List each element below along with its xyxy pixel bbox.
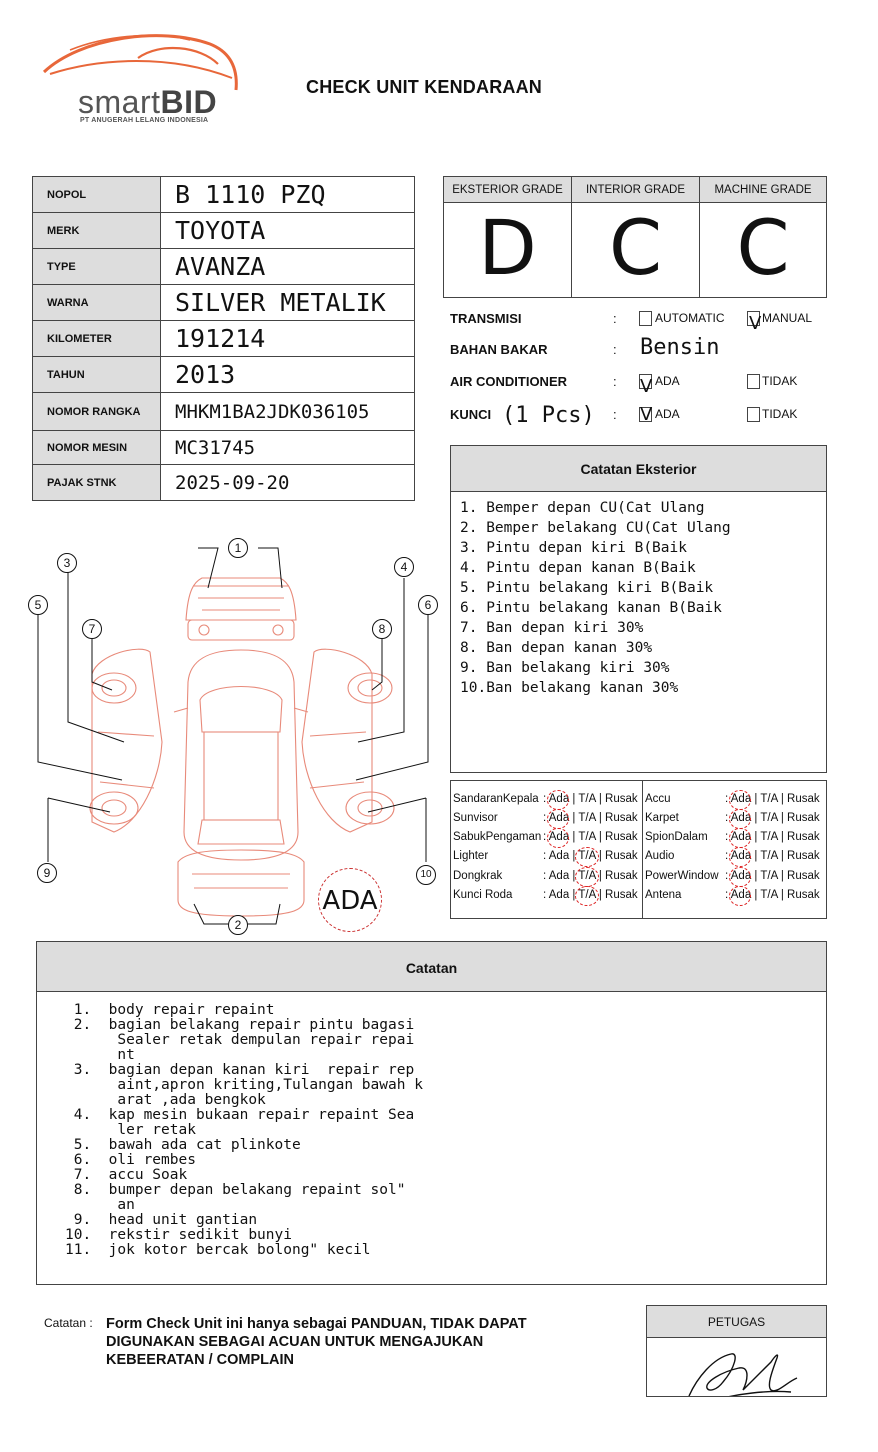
catatan-eksterior-panel xyxy=(450,445,827,773)
accessory-options: : Ada | T/A | Rusak xyxy=(725,831,820,843)
car-damage-diagram xyxy=(22,532,442,937)
footer-disclaimer: Form Check Unit ini hanya sebagai PANDUAN, TIDAK DAPAT DIGUNAKAN SEBAGAI ACUAN UNTUK MENGAJUKAN KEBEERATAN / COMPLAIN xyxy=(106,1316,527,1368)
accessory-options: : Ada | T/A | Rusak xyxy=(725,850,820,862)
accessory-options: : Ada | T/A | Rusak xyxy=(543,793,638,805)
vehicle-field-value: MHKM1BA2JDK036105 xyxy=(161,393,415,431)
accessory-options: : Ada | T/A | Rusak xyxy=(543,870,638,882)
note-item: 1. body repair repaint xyxy=(65,1002,275,1018)
diagram-marker: 10 xyxy=(416,865,436,885)
automatic-checkbox[interactable] xyxy=(639,311,652,326)
petugas-label: PETUGAS xyxy=(647,1306,826,1338)
vehicle-field-label: PAJAK STNK xyxy=(33,465,161,501)
accessory-name: SabukPengaman xyxy=(453,831,542,843)
accessory-options: : Ada | T/A | Rusak xyxy=(725,870,820,882)
note-item: 5. bawah ada cat plinkote xyxy=(65,1137,301,1153)
vehicle-field-label: NOMOR RANGKA xyxy=(33,393,161,431)
footer-label: Catatan : xyxy=(44,1316,93,1330)
car-front-view xyxy=(186,578,296,620)
exterior-note-item: 4. Pintu depan kanan B(Baik xyxy=(460,560,696,576)
vehicle-info-row xyxy=(33,285,415,321)
exterior-note-item: 10.Ban belakang kanan 30% xyxy=(460,680,679,696)
grade-interior xyxy=(572,177,700,297)
selected-option-circle xyxy=(575,867,599,887)
vehicle-field-value: 2025-09-20 xyxy=(161,465,415,501)
vehicle-field-label: TAHUN xyxy=(33,357,161,393)
vehicle-field-label: NOMOR MESIN xyxy=(33,431,161,465)
exterior-note-item: 2. Bemper belakang CU(Cat Ulang xyxy=(460,520,731,536)
vehicle-info-table xyxy=(32,176,415,501)
accessory-name: Dongkrak xyxy=(453,870,503,882)
car-right-side xyxy=(302,649,372,832)
exterior-note-item: 7. Ban depan kiri 30% xyxy=(460,620,644,636)
accessory-options: : Ada | T/A | Rusak xyxy=(725,793,820,805)
bahan-bakar-label: BAHAN BAKAR xyxy=(450,342,548,357)
colon: : xyxy=(613,342,617,357)
colon: : xyxy=(613,407,617,422)
selected-option-circle xyxy=(729,886,751,906)
kunci-tidak-label: TIDAK xyxy=(762,407,798,421)
check-mark-icon: V xyxy=(749,313,762,334)
vehicle-field-value: TOYOTA xyxy=(161,213,415,249)
vehicle-field-label: KILOMETER xyxy=(33,321,161,357)
vehicle-field-value: MC31745 xyxy=(161,431,415,465)
logo-subtitle: PT ANUGERAH LELANG INDONESIA xyxy=(80,117,209,124)
grade-value: C xyxy=(608,203,663,292)
diagram-marker: 8 xyxy=(372,619,392,639)
catatan-title: Catatan xyxy=(37,942,826,992)
catatan-eksterior-list xyxy=(451,492,826,698)
accessory-name: Accu xyxy=(645,793,671,805)
accessory-options: : Ada | T/A | Rusak xyxy=(725,812,820,824)
note-item: 8. bumper depan belakang repaint sol" xyxy=(65,1182,406,1198)
accessory-options: : Ada | T/A | Rusak xyxy=(543,850,638,862)
selected-option-circle xyxy=(729,828,751,848)
accessories-panel xyxy=(450,780,827,919)
manual-label: MANUAL xyxy=(762,311,813,325)
vehicle-info-row xyxy=(33,213,415,249)
colon: : xyxy=(613,374,617,389)
note-item: 10. rekstir sedikit bunyi xyxy=(65,1227,292,1243)
diagram-marker: 9 xyxy=(37,863,57,883)
note-item: 9. head unit gantian xyxy=(65,1212,258,1228)
selected-option-circle xyxy=(575,847,599,867)
accessory-name: Sunvisor xyxy=(453,812,498,824)
vehicle-field-label: NOPOL xyxy=(33,177,161,213)
grade-value: D xyxy=(478,203,537,292)
diagram-marker: 3 xyxy=(57,553,77,573)
kunci-ada-label: ADA xyxy=(655,407,680,421)
selected-option-circle xyxy=(729,809,751,829)
selected-option-circle xyxy=(547,790,569,810)
automatic-label: AUTOMATIC xyxy=(655,311,725,325)
kunci-label: KUNCI xyxy=(450,407,492,422)
vehicle-info-row xyxy=(33,465,415,501)
grade-value: C xyxy=(736,203,790,292)
vehicle-field-label: TYPE xyxy=(33,249,161,285)
vehicle-field-value: SILVER METALIK xyxy=(161,285,415,321)
ac-tidak-checkbox[interactable] xyxy=(747,374,760,389)
note-item: 6. oli rembes xyxy=(65,1152,196,1168)
vehicle-info-row xyxy=(33,431,415,465)
selected-option-circle xyxy=(729,790,751,810)
accessory-name: Lighter xyxy=(453,850,489,862)
bahan-bakar-value: Bensin xyxy=(640,335,720,360)
note-item: 3. bagian depan kanan kiri repair rep xyxy=(65,1062,415,1078)
accessory-options: : Ada | T/A | Rusak xyxy=(543,812,638,824)
diagram-marker: 4 xyxy=(394,557,414,577)
page-title: CHECK UNIT KENDARAAN xyxy=(306,77,542,97)
diagram-marker: 7 xyxy=(82,619,102,639)
vehicle-field-value: B 1110 PZQ xyxy=(161,177,415,213)
selected-option-circle xyxy=(575,886,599,906)
note-item: ler retak xyxy=(65,1122,196,1138)
diagram-marker: 6 xyxy=(418,595,438,615)
accessory-options: : Ada | T/A | Rusak xyxy=(725,889,820,901)
vehicle-info-row xyxy=(33,393,415,431)
vehicle-field-value: AVANZA xyxy=(161,249,415,285)
grade-machine xyxy=(700,177,826,297)
diagram-marker: 5 xyxy=(28,595,48,615)
note-item: 7. accu Soak xyxy=(65,1167,188,1183)
transmisi-label: TRANSMISI xyxy=(450,311,522,326)
grade-table xyxy=(443,176,827,298)
kunci-count: (1 Pcs) xyxy=(502,403,595,428)
note-item: 11. jok kotor bercak bolong" kecil xyxy=(65,1242,371,1258)
accessory-name: Antena xyxy=(645,889,682,901)
note-item: Sealer retak dempulan repair repai xyxy=(65,1032,415,1048)
grade-label: EKSTERIOR GRADE xyxy=(444,177,571,203)
logo-wordmark: smartBID xyxy=(78,84,218,120)
accessory-name: SpionDalam xyxy=(645,831,708,843)
selected-option-circle xyxy=(729,867,751,887)
exterior-note-item: 8. Ban depan kanan 30% xyxy=(460,640,653,656)
accessory-name: SandaranKepala xyxy=(453,793,539,805)
catatan-list xyxy=(37,992,826,1258)
diagram-marker: 1 xyxy=(228,538,248,558)
accessory-name: Audio xyxy=(645,850,675,862)
kunci-tidak-checkbox[interactable] xyxy=(747,407,760,422)
vehicle-info-row xyxy=(33,321,415,357)
diagram-marker: 2 xyxy=(228,915,248,935)
accessory-options: : Ada | T/A | Rusak xyxy=(543,889,638,901)
grade-label: MACHINE GRADE xyxy=(700,177,826,203)
vehicle-info-row xyxy=(33,357,415,393)
check-mark-icon: V xyxy=(640,376,653,397)
catatan-panel xyxy=(36,941,827,1285)
vehicle-field-value: 2013 xyxy=(161,357,415,393)
exterior-note-item: 5. Pintu belakang kiri B(Baik xyxy=(460,580,714,596)
grade-exterior xyxy=(444,177,572,297)
accessory-name: PowerWindow xyxy=(645,870,719,882)
vehicle-field-label: WARNA xyxy=(33,285,161,321)
note-item: 2. bagian belakang repair pintu bagasi xyxy=(65,1017,415,1033)
selected-option-circle xyxy=(547,809,569,829)
ac-label: AIR CONDITIONER xyxy=(450,374,567,389)
selected-option-circle xyxy=(547,828,569,848)
note-item: nt xyxy=(65,1047,135,1063)
accessory-options: : Ada | T/A | Rusak xyxy=(543,831,638,843)
grade-label: INTERIOR GRADE xyxy=(572,177,699,203)
accessory-name: Karpet xyxy=(645,812,679,824)
exterior-note-item: 6. Pintu belakang kanan B(Baik xyxy=(460,600,722,616)
signature-icon xyxy=(647,1338,826,1396)
accessories-divider xyxy=(642,781,643,918)
ada-stamp: ADA xyxy=(318,868,382,932)
note-item: an xyxy=(65,1197,135,1213)
petugas-box xyxy=(646,1305,827,1397)
selected-option-circle xyxy=(729,847,751,867)
ac-tidak-label: TIDAK xyxy=(762,374,798,388)
vehicle-info-row xyxy=(33,249,415,285)
exterior-note-item: 3. Pintu depan kiri B(Baik xyxy=(460,540,687,556)
colon: : xyxy=(613,311,617,326)
ac-ada-label: ADA xyxy=(655,374,680,388)
vehicle-field-value: 191214 xyxy=(161,321,415,357)
exterior-note-item: 9. Ban belakang kiri 30% xyxy=(460,660,670,676)
vehicle-info-row xyxy=(33,177,415,213)
accessory-name: Kunci Roda xyxy=(453,889,513,901)
note-item: aint,apron kriting,Tulangan bawah k xyxy=(65,1077,423,1093)
check-mark-icon: V xyxy=(640,404,653,425)
note-item: 4. kap mesin bukaan repair repaint Sea xyxy=(65,1107,415,1123)
catatan-eksterior-title: Catatan Eksterior xyxy=(451,446,826,492)
vehicle-field-label: MERK xyxy=(33,213,161,249)
exterior-note-item: 1. Bemper depan CU(Cat Ulang xyxy=(460,500,705,516)
note-item: arat ,ada bengkok xyxy=(65,1092,266,1108)
